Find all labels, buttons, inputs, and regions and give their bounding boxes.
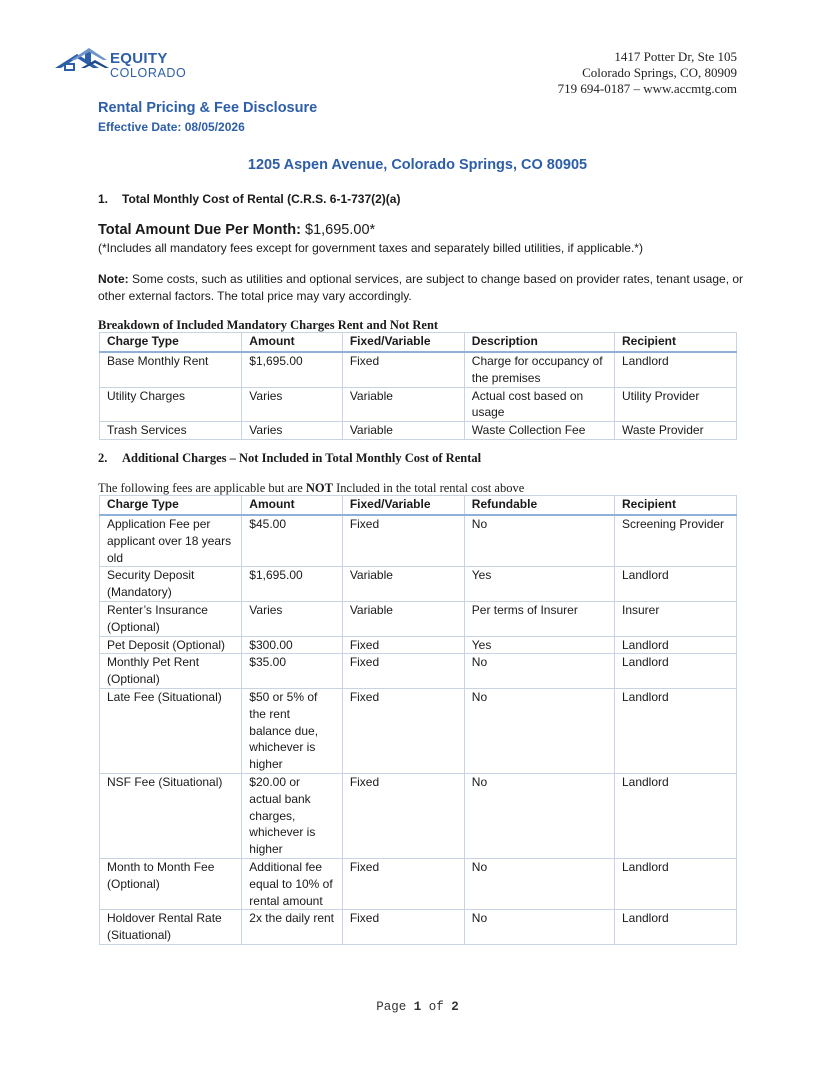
table-cell: $45.00 <box>242 515 343 567</box>
table-cell: Varies <box>242 387 343 422</box>
table-cell: $20.00 or actual bank charges, whichever is higher <box>242 773 343 858</box>
table-cell: Application Fee per applicant over 18 years old <box>100 515 242 567</box>
table-cell: Renter’s Insurance (Optional) <box>100 601 242 636</box>
table-cell: No <box>464 910 614 945</box>
table-cell: Variable <box>342 422 464 440</box>
table-cell: $300.00 <box>242 636 343 654</box>
column-header: Charge Type <box>100 333 242 353</box>
table-row <box>100 422 737 440</box>
table-cell: Insurer <box>614 601 736 636</box>
current-page: 1 <box>413 1000 422 1014</box>
table-header <box>100 333 737 353</box>
section-2-title: Additional Charges – Not Included in Total Monthly Cost of Rental <box>122 451 482 465</box>
pricing-note <box>98 271 748 305</box>
logo-wordmark-colorado: COLORADO <box>110 66 187 80</box>
table-cell: No <box>464 858 614 909</box>
of-word: of <box>428 1000 444 1014</box>
table-cell: Yes <box>464 567 614 602</box>
table-cell: Landlord <box>614 352 736 387</box>
mandatory-charges-table <box>99 332 737 440</box>
table-cell: Screening Provider <box>614 515 736 567</box>
table-row <box>100 515 737 567</box>
column-header: Description <box>464 333 614 353</box>
table-body <box>100 352 737 439</box>
section-1-title: Total Monthly Cost of Rental (C.R.S. 6-1-737(2)(a) <box>122 192 401 206</box>
table-cell: No <box>464 773 614 858</box>
table-cell: Charge for occupancy of the premises <box>464 352 614 387</box>
table-cell: Fixed <box>342 515 464 567</box>
property-address: 1205 Aspen Avenue, Colorado Springs, CO 80905 <box>247 157 588 173</box>
column-header: Amount <box>242 496 343 516</box>
total-pages: 2 <box>451 1000 459 1014</box>
table-row <box>100 601 737 636</box>
table-row <box>100 858 737 909</box>
table-cell: $1,695.00 <box>242 567 343 602</box>
table-cell: Fixed <box>342 636 464 654</box>
table-cell: Actual cost based on usage <box>464 387 614 422</box>
table-cell: $50 or 5% of the rent balance due, whichever is higher <box>242 688 343 773</box>
column-header: Amount <box>242 333 343 353</box>
table-cell: Waste Provider <box>614 422 736 440</box>
table-cell: No <box>464 688 614 773</box>
document-title: Rental Pricing & Fee Disclosure <box>98 100 318 116</box>
section-1-number: 1. <box>98 192 109 206</box>
table-row <box>100 654 737 689</box>
table-row <box>100 387 737 422</box>
table-cell: No <box>464 654 614 689</box>
table-cell: Landlord <box>614 654 736 689</box>
includes-footnote: (*Includes all mandatory fees except for government taxes and separately billed utilities, if applicable.*) <box>98 241 643 255</box>
table-cell: Per terms of Insurer <box>464 601 614 636</box>
table-cell: Waste Collection Fee <box>464 422 614 440</box>
effective-date: Effective Date: 08/05/2026 <box>98 120 245 134</box>
table-cell: Landlord <box>614 910 736 945</box>
address-contact: 719 694-0187 – www.accmtg.com <box>557 81 737 96</box>
table-cell: Varies <box>242 422 343 440</box>
table-cell: Utility Charges <box>100 387 242 422</box>
intro-text-start: The following fees are applicable but are <box>98 481 306 495</box>
table-cell: Fixed <box>342 654 464 689</box>
table-cell: Yes <box>464 636 614 654</box>
table-cell: $35.00 <box>242 654 343 689</box>
table-cell: Varies <box>242 601 343 636</box>
table-cell: Security Deposit (Mandatory) <box>100 567 242 602</box>
table-row <box>100 910 737 945</box>
table-cell: Landlord <box>614 567 736 602</box>
page-word: Page <box>376 1000 407 1014</box>
column-header: Fixed/Variable <box>342 496 464 516</box>
page-number-footer <box>0 1000 835 1014</box>
table-cell: Fixed <box>342 688 464 773</box>
address-street: 1417 Potter Dr, Ste 105 <box>614 49 737 64</box>
table-cell: Fixed <box>342 910 464 945</box>
column-header: Refundable <box>464 496 614 516</box>
table-cell: Trash Services <box>100 422 242 440</box>
table-cell: Additional fee equal to 10% of rental amount <box>242 858 343 909</box>
section-2-intro <box>98 481 524 496</box>
table-cell: Fixed <box>342 773 464 858</box>
table-body <box>100 515 737 944</box>
table-cell: Base Monthly Rent <box>100 352 242 387</box>
total-amount-label: Total Amount Due Per Month: <box>98 222 301 238</box>
total-amount-value: $1,695.00* <box>305 222 376 238</box>
intro-text-end: Included in the total rental cost above <box>333 481 525 495</box>
section-2-number: 2. <box>98 451 108 465</box>
additional-charges-table <box>99 495 737 945</box>
table-cell: No <box>464 515 614 567</box>
table-cell: Landlord <box>614 773 736 858</box>
section-1-heading <box>98 192 400 206</box>
table-cell: Month to Month Fee (Optional) <box>100 858 242 909</box>
intro-text-emphasis: NOT <box>305 481 333 495</box>
table-cell: $1,695.00 <box>242 352 343 387</box>
table-header <box>100 496 737 516</box>
table-cell: Monthly Pet Rent (Optional) <box>100 654 242 689</box>
table-row <box>100 688 737 773</box>
table-cell: Landlord <box>614 688 736 773</box>
note-label: Note: <box>98 272 129 286</box>
table-row <box>100 567 737 602</box>
table-cell: Landlord <box>614 858 736 909</box>
column-header: Charge Type <box>100 496 242 516</box>
table-cell: Utility Provider <box>614 387 736 422</box>
table-row <box>100 636 737 654</box>
table-cell: Fixed <box>342 858 464 909</box>
table-header-row <box>100 496 737 516</box>
column-header: Recipient <box>614 496 736 516</box>
address-city: Colorado Springs, CO, 80909 <box>582 65 737 80</box>
table-cell: Variable <box>342 567 464 602</box>
table-cell: Holdover Rental Rate (Situational) <box>100 910 242 945</box>
note-text: Some costs, such as utilities and optional services, are subject to change based on provider rates, tenant usage, or other external factors. The total price may vary accordingly. <box>98 272 744 303</box>
table-cell: NSF Fee (Situational) <box>100 773 242 858</box>
breakdown-heading: Breakdown of Included Mandatory Charges Rent and Not Rent <box>98 318 439 332</box>
column-header: Recipient <box>614 333 736 353</box>
table-cell: Late Fee (Situational) <box>100 688 242 773</box>
total-amount-line <box>98 222 375 238</box>
table-cell: Variable <box>342 601 464 636</box>
column-header: Fixed/Variable <box>342 333 464 353</box>
table-cell: Variable <box>342 387 464 422</box>
table-row <box>100 773 737 858</box>
table-cell: Pet Deposit (Optional) <box>100 636 242 654</box>
table-row <box>100 352 737 387</box>
table-cell: Landlord <box>614 636 736 654</box>
table-header-row <box>100 333 737 353</box>
company-address <box>558 49 737 97</box>
table-cell: 2x the daily rent <box>242 910 343 945</box>
logo-wordmark-equity: EQUITY <box>110 50 168 67</box>
table-cell: Fixed <box>342 352 464 387</box>
section-2-heading <box>98 451 481 466</box>
